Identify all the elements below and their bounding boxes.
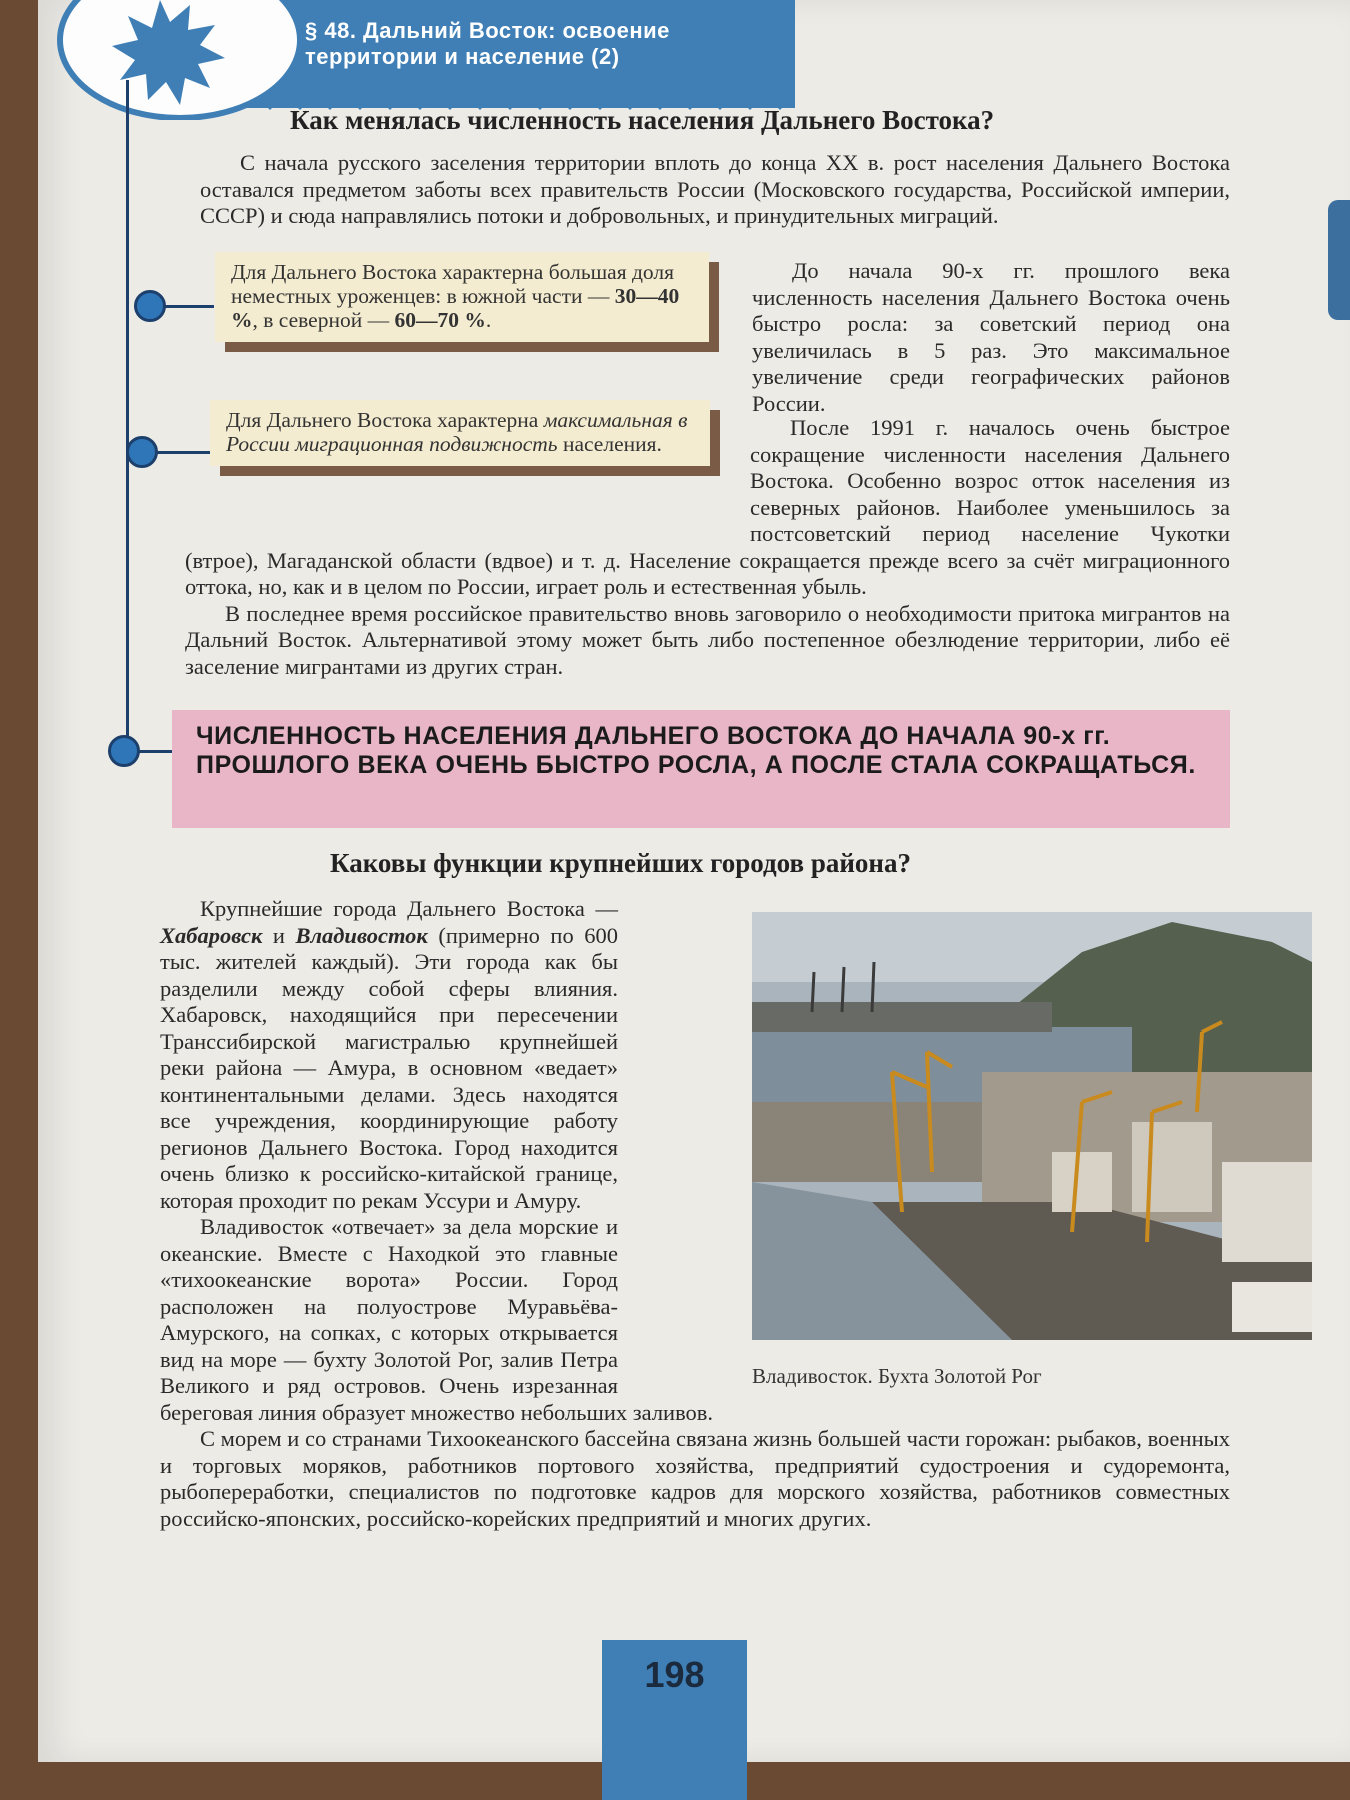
section1-intro: С начала русского заселения территории вплоть до конца XX в. рост населения Дальнего Востока оставался предметом заботы всех правительств России (Московского государства, Российской империи, СССР) и сюда направлялись потоки и добровольных, и принудительных миграций. — [200, 150, 1230, 228]
conclusion-box: ЧИСЛЕННОСТЬ НАСЕЛЕНИЯ ДАЛЬНЕГО ВОСТОКА ДО НАЧАЛА 90-х гг. ПРОШЛОГО ВЕКА ОЧЕНЬ БЫСТРО РОСЛА, А ПОСЛЕ СТАЛА СОКРАЩАТЬСЯ. — [172, 710, 1230, 828]
section2-heading: Каковы функции крупнейших городов района? — [330, 848, 911, 878]
timeline-dot — [134, 290, 166, 322]
section1-para3-and-4: После 1991 г. началось очень быстрое сокращение численности населения Дальнего Востока. Особенно возрос отток населения из северных районов. Наиболее уменьшилось за постсоветский период население Чукотки (втрое), Магаданской области (вдвое) и т. д. Население сокращается прежде всего за счёт миграционного оттока, но, как и в целом по России, играет роль и естественная убыль. В последнее время российское правительство вновь заговорило о необходимости притока мигрантов на Дальний Восток. Альтернативой этому может быть либо постепенное обезлюдение территории, либо её заселение мигрантами из других стран. — [185, 415, 1230, 679]
timeline-connector — [138, 750, 172, 753]
page-number: 198 — [644, 1654, 705, 1695]
vladivostok-port-photo — [752, 912, 1312, 1340]
section1-heading: Как менялась численность населения Дальнего Востока? — [290, 105, 995, 135]
timeline-dot — [108, 735, 140, 767]
section2-body: Крупнейшие города Дальнего Востока — Хабаровск и Владивосток (примерно по 600 тыс. жителей каждый). Эти города как бы разделили между собой сферы влияния. Хабаровск, находящийся при пересечении Транссибирской магистралью крупнейшей реки района — Амура, в основном «ведает» континентальными делами. Здесь находятся все учреждения, координирующие работу регионов Дальнего Востока. Город находится очень близко к российско-китайской границе, которая проходит по рекам Уссури и Амуру. Владивосток «отвечает» за дела морские и океанские. Вместе с Находкой это главные «тихоокеанские ворота» России. Город расположен на полуострове Муравьёва-Амурского, на сопках, с которых открывается вид на море — бухту Золотой Рог, залив Петра Великого и ряд островов. Очень изрезанная береговая линия образует множество небольших заливов. С морем и со странами Тихоокеанского бассейна связана жизнь большей части горожан: рыбаков, военных и торговых моряков, работников портового хозяйства, предприятий судостроения и судоремонта, рыбопереработки, специалистов по подготовке кадров для морского хозяйства, работников совместных российско-японских, российско-корейских предприятий и многих других. — [160, 896, 1230, 1531]
note-card-natives: Для Дальнего Востока характерна большая доля неместных уроженцев: в южной части — 30—40 %, в северной — 60—70 %. — [215, 252, 709, 342]
section-title: § 48. Дальний Восток: освоение территории и население (2) — [305, 18, 670, 69]
timeline-dot — [126, 436, 158, 468]
star-emblem-icon — [40, 0, 300, 120]
section1-para2: До начала 90-х гг. прошлого века численность населения Дальнего Востока очень быстро росла: за советский период она увеличилась в 5 раз. Это максимальное увеличение среди географических районов России. — [752, 258, 1230, 416]
binder-tab — [1328, 200, 1350, 320]
photo-caption: Владивосток. Бухта Золотой Рог — [752, 1364, 1042, 1388]
timeline-connector — [164, 305, 214, 308]
timeline-line — [126, 80, 129, 750]
note-card-mobility: Для Дальнего Востока характерна максимальная в России миграционная подвижность населения. — [210, 400, 710, 466]
